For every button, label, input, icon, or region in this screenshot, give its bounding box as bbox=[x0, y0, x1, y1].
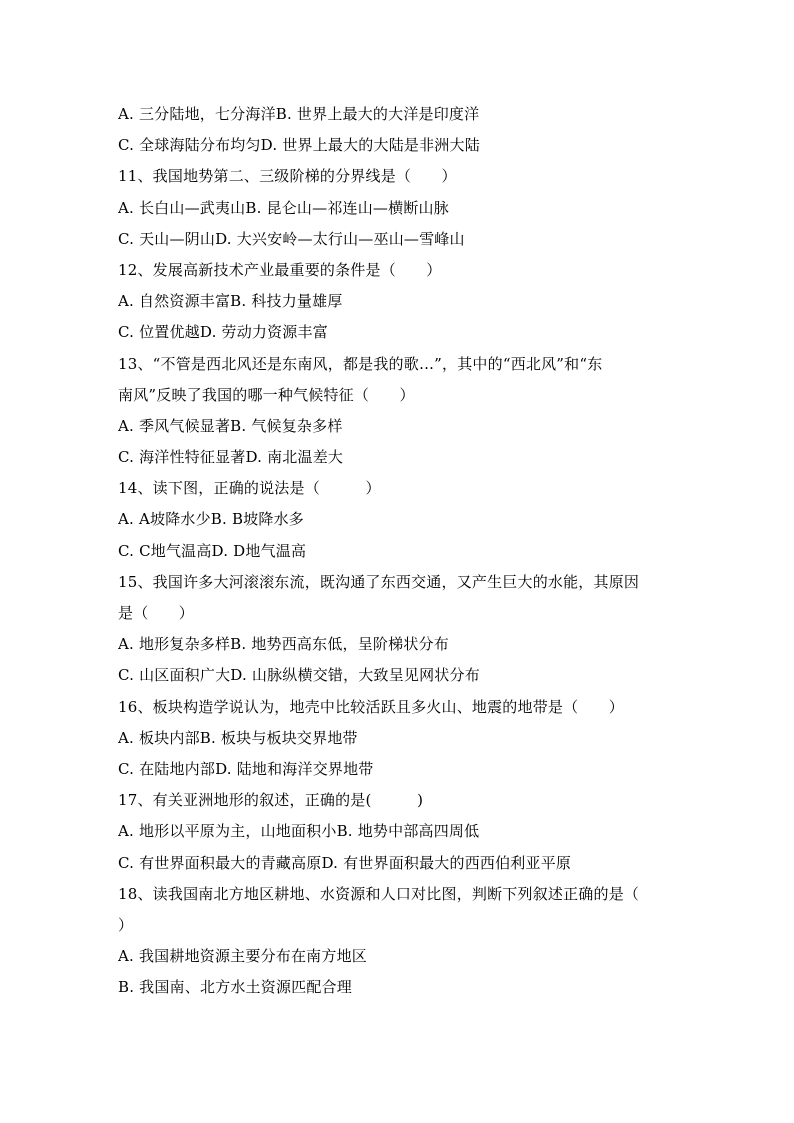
q15-options-ab: A. 地形复杂多样B. 地势西高东低，呈阶梯状分布 bbox=[118, 635, 449, 654]
q13-question-line-1: 13、“不管是西北风还是东南风，都是我的歌…”，其中的“西北风”和“东 bbox=[118, 354, 603, 373]
exam-question-text bbox=[118, 99, 678, 1003]
q14-options-ab: A. A坡降水少B. B坡降水多 bbox=[118, 510, 304, 529]
q10-options-ab: A. 三分陆地，七分海洋B. 世界上最大的大洋是印度洋 bbox=[118, 105, 480, 123]
q14-options-cd: C. C地气温高D. D地气温高 bbox=[118, 541, 307, 560]
q17-options-ab: A. 地形以平原为主，山地面积小B. 地势中部高四周低 bbox=[118, 822, 480, 841]
q14-question: 14、读下图，正确的说法是（ ） bbox=[118, 479, 381, 498]
q17-question: 17、有关亚洲地形的叙述，正确的是( ) bbox=[118, 791, 424, 810]
q18-option-a: A. 我国耕地资源主要分布在南方地区 bbox=[118, 947, 367, 966]
q12-options-ab: A. 自然资源丰富B. 科技力量雄厚 bbox=[118, 292, 343, 311]
q15-options-cd: C. 山区面积广大D. 山脉纵横交错，大致呈见网状分布 bbox=[118, 666, 480, 685]
q12-options-cd: C. 位置优越D. 劳动力资源丰富 bbox=[118, 323, 328, 342]
q12-question: 12、发展高新技术产业最重要的条件是（ ） bbox=[118, 260, 442, 279]
q16-options-cd: C. 在陆地内部D. 陆地和海洋交界地带 bbox=[118, 759, 374, 778]
q13-options-cd: C. 海洋性特征显著D. 南北温差大 bbox=[118, 448, 344, 467]
q18-option-b: B. 我国南、北方水土资源匹配合理 bbox=[118, 978, 352, 997]
q11-options-cd: C. 天山—阴山D. 大兴安岭—太行山—巫山—雪峰山 bbox=[118, 229, 465, 248]
q13-options-ab: A. 季风气候显著B. 气候复杂多样 bbox=[118, 416, 343, 435]
q13-question-line-2: 南风”反映了我国的哪一种气候特征（ ） bbox=[118, 385, 415, 404]
q18-question-line-2: ） bbox=[118, 915, 134, 934]
q10-options-cd: C. 全球海陆分布均匀D. 世界上最大的大陆是非洲大陆 bbox=[118, 136, 480, 155]
q15-question-line-1: 15、我国许多大河滚滚东流，既沟通了东西交通，又产生巨大的水能，其原因 bbox=[118, 572, 640, 591]
q18-question-line-1: 18、读我国南北方地区耕地、水资源和人口对比图，判断下列叙述正确的是（ bbox=[118, 884, 640, 903]
q16-options-ab: A. 板块内部B. 板块与板块交界地带 bbox=[118, 728, 358, 747]
q11-question: 11、我国地势第二、三级阶梯的分界线是（ ） bbox=[118, 167, 457, 186]
q16-question: 16、板块构造学说认为，地壳中比较活跃且多火山、地震的地带是（ ） bbox=[118, 697, 624, 716]
q15-question-line-2: 是（ ） bbox=[118, 604, 195, 622]
q11-options-ab: A. 长白山—武夷山B. 昆仑山—祁连山—横断山脉 bbox=[118, 198, 449, 217]
q17-options-cd: C. 有世界面积最大的青藏高原D. 有世界面积最大的西西伯利亚平原 bbox=[118, 853, 572, 872]
